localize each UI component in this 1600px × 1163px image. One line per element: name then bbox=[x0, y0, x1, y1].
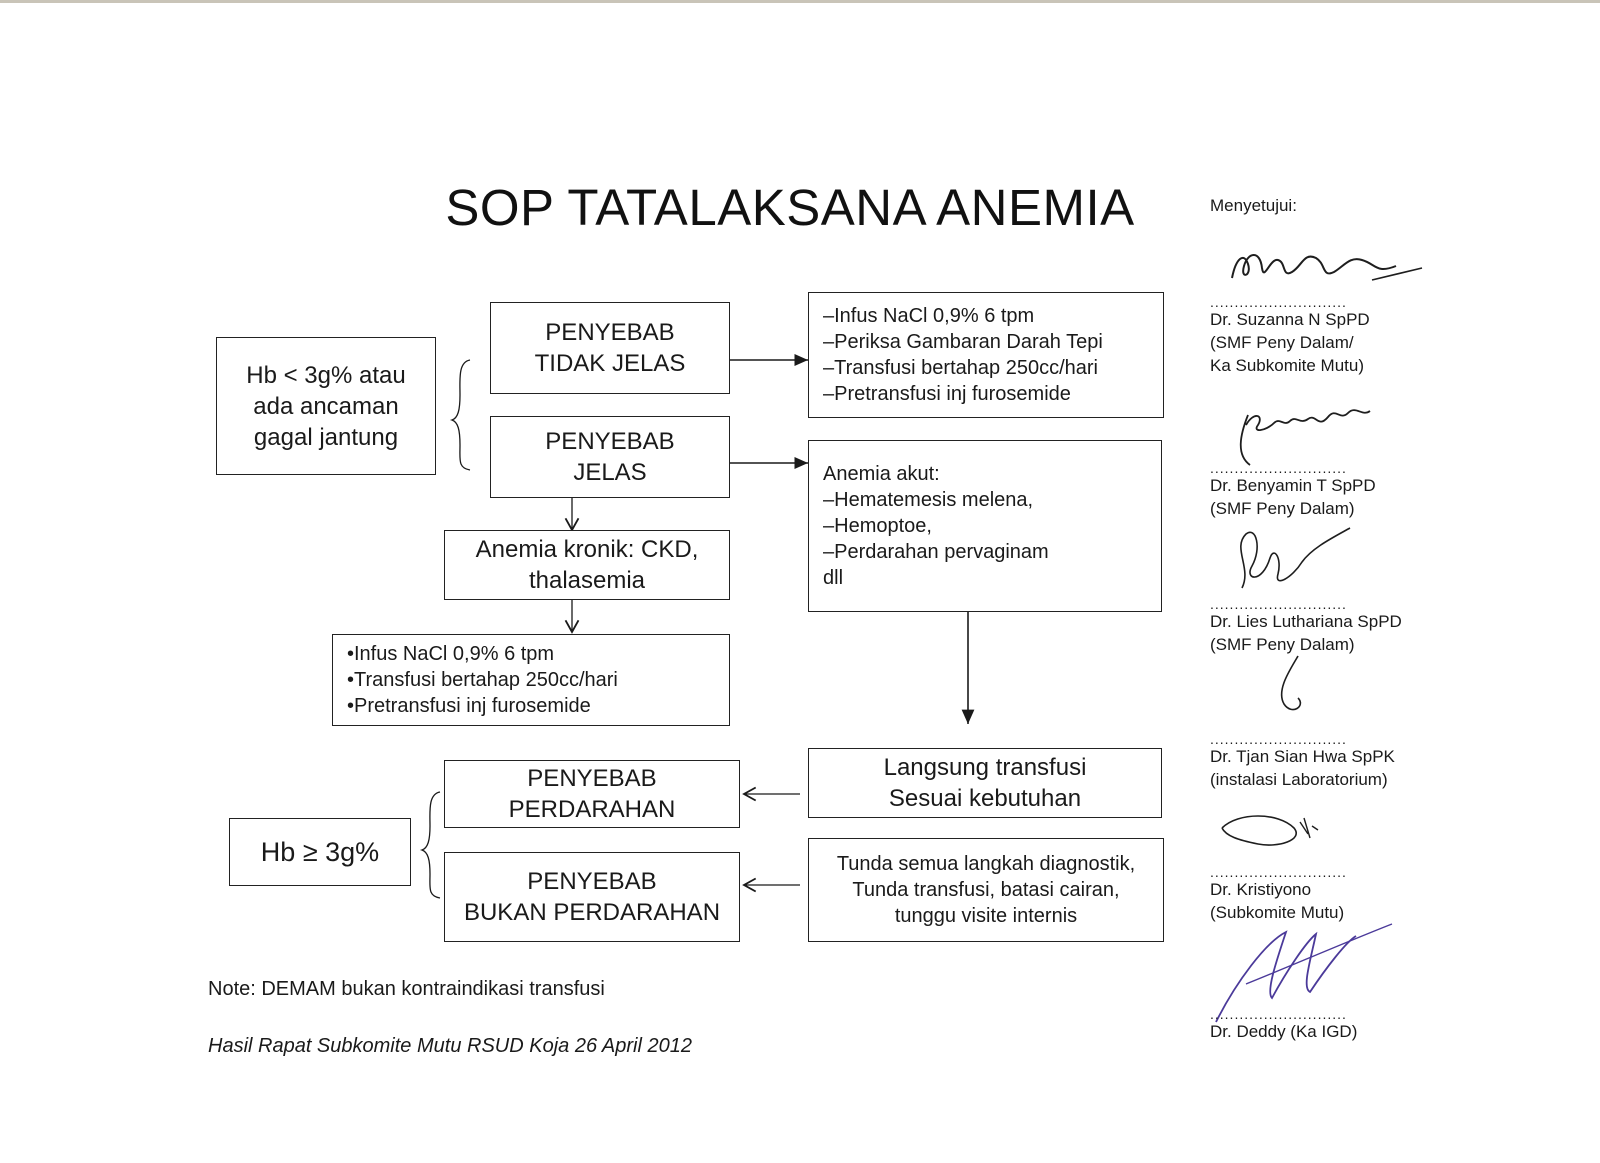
acute-line-2: –Hematemesis melena, bbox=[823, 489, 1034, 511]
delay-line-1: Tunda semua langkah diagnostik, bbox=[836, 853, 1136, 875]
note-fever: Note: DEMAM bukan kontraindikasi transfusi bbox=[208, 978, 605, 1000]
meeting-footer: Hasil Rapat Subkomite Mutu RSUD Koja 26 April 2012 bbox=[208, 1035, 692, 1057]
cause-unclear-line-2: TIDAK JELAS bbox=[534, 350, 686, 377]
box-cause-clear bbox=[490, 416, 730, 498]
bracket-mild bbox=[422, 792, 440, 898]
chronic-action-2: •Transfusi bertahap 250cc/hari bbox=[347, 669, 618, 691]
cause-clear-line-2: JELAS bbox=[573, 459, 647, 486]
box-cause-non-bleeding bbox=[444, 852, 740, 942]
box-cause-bleeding bbox=[444, 760, 740, 828]
box-direct-transfusion bbox=[808, 748, 1162, 818]
signer-1-name: Dr. Suzanna N SpPD bbox=[1210, 310, 1370, 329]
nonbleeding-line-1: PENYEBAB bbox=[527, 868, 657, 895]
signer-4-name: Dr. Tjan Sian Hwa SpPK bbox=[1210, 747, 1395, 766]
box-unclear-actions bbox=[808, 292, 1164, 418]
signature-5 bbox=[1218, 808, 1378, 868]
box-delay-actions bbox=[808, 838, 1164, 942]
box-cause-unclear bbox=[490, 302, 730, 394]
signer-4 bbox=[1210, 733, 1395, 791]
chronic-action-1: •Infus NaCl 0,9% 6 tpm bbox=[347, 643, 555, 665]
signer-3-name: Dr. Lies Luthariana SpPD bbox=[1210, 612, 1402, 631]
acute-line-4: –Perdarahan pervaginam bbox=[823, 541, 1049, 563]
bleeding-line-1: PENYEBAB bbox=[527, 765, 657, 792]
signature-3 bbox=[1222, 518, 1372, 608]
signer-5-name: Dr. Kristiyono bbox=[1210, 880, 1312, 899]
signer-5-dots: ............................ bbox=[1210, 864, 1347, 880]
delay-line-2: Tunda transfusi, batasi cairan, bbox=[852, 879, 1120, 901]
cause-clear-line-1: PENYEBAB bbox=[545, 428, 675, 455]
transfusion-line-2: Sesuai kebutuhan bbox=[888, 785, 1082, 812]
signer-1-dots: ............................ bbox=[1210, 294, 1347, 310]
signer-3-unit: (SMF Peny Dalam) bbox=[1210, 635, 1355, 654]
unclear-action-1: –Infus NaCl 0,9% 6 tpm bbox=[823, 305, 1035, 327]
signer-4-dots: ............................ bbox=[1210, 731, 1347, 747]
signer-4-unit: (instalasi Laboratorium) bbox=[1210, 770, 1388, 789]
hb-severe-line-2: ada ancaman bbox=[253, 392, 399, 420]
hb-severe-line-1: Hb < 3g% atau bbox=[246, 361, 406, 389]
page-title: SOP TATALAKSANA ANEMIA bbox=[445, 179, 1135, 236]
signer-6-dots: ............................ bbox=[1210, 1006, 1347, 1022]
acute-line-1: Anemia akut: bbox=[823, 463, 940, 485]
signer-2-dots: ............................ bbox=[1210, 460, 1347, 476]
approval-heading: Menyetujui: bbox=[1210, 196, 1297, 215]
box-chronic-actions bbox=[332, 634, 730, 726]
signer-1 bbox=[1210, 296, 1370, 377]
unclear-action-2: –Periksa Gambaran Darah Tepi bbox=[823, 331, 1103, 353]
signer-1-role: Ka Subkomite Mutu) bbox=[1210, 356, 1365, 375]
signer-3 bbox=[1210, 598, 1402, 656]
bleeding-line-2: PERDARAHAN bbox=[508, 796, 676, 823]
signer-3-dots: ............................ bbox=[1210, 596, 1347, 612]
unclear-action-4: –Pretransfusi inj furosemide bbox=[823, 383, 1071, 405]
signer-2-name: Dr. Benyamin T SpPD bbox=[1210, 476, 1376, 495]
chronic-action-3: •Pretransfusi inj furosemide bbox=[347, 695, 591, 717]
bracket-severe bbox=[452, 360, 470, 470]
acute-line-3: –Hemoptoe, bbox=[823, 515, 932, 537]
hb-severe-line-3: gagal jantung bbox=[253, 423, 399, 451]
unclear-action-3: –Transfusi bertahap 250cc/hari bbox=[823, 357, 1098, 379]
signer-2 bbox=[1210, 462, 1376, 520]
acute-line-5: dll bbox=[823, 567, 844, 589]
transfusion-line-1: Langsung transfusi bbox=[883, 754, 1087, 781]
delay-line-3: tunggu visite internis bbox=[894, 905, 1078, 927]
signer-6 bbox=[1210, 1008, 1357, 1043]
chronic-line-2: thalasemia bbox=[528, 567, 646, 594]
signer-6-name: Dr. Deddy (Ka IGD) bbox=[1210, 1022, 1358, 1041]
box-hb-below-3 bbox=[216, 337, 436, 475]
signature-4 bbox=[1262, 650, 1362, 720]
signature-1 bbox=[1226, 238, 1426, 298]
nonbleeding-line-2: BUKAN PERDARAHAN bbox=[463, 899, 721, 926]
box-hb-3-or-more bbox=[229, 818, 411, 886]
box-chronic-anemia bbox=[444, 530, 730, 600]
cause-unclear-line-1: PENYEBAB bbox=[545, 319, 675, 346]
hb-mild-text: Hb ≥ 3g% bbox=[260, 836, 380, 867]
box-acute-anemia bbox=[808, 440, 1162, 612]
signer-5-unit: (Subkomite Mutu) bbox=[1210, 903, 1345, 922]
signer-2-unit: (SMF Peny Dalam) bbox=[1210, 499, 1355, 518]
signer-1-unit: (SMF Peny Dalam/ bbox=[1210, 333, 1354, 352]
chronic-line-1: Anemia kronik: CKD, bbox=[475, 536, 699, 563]
